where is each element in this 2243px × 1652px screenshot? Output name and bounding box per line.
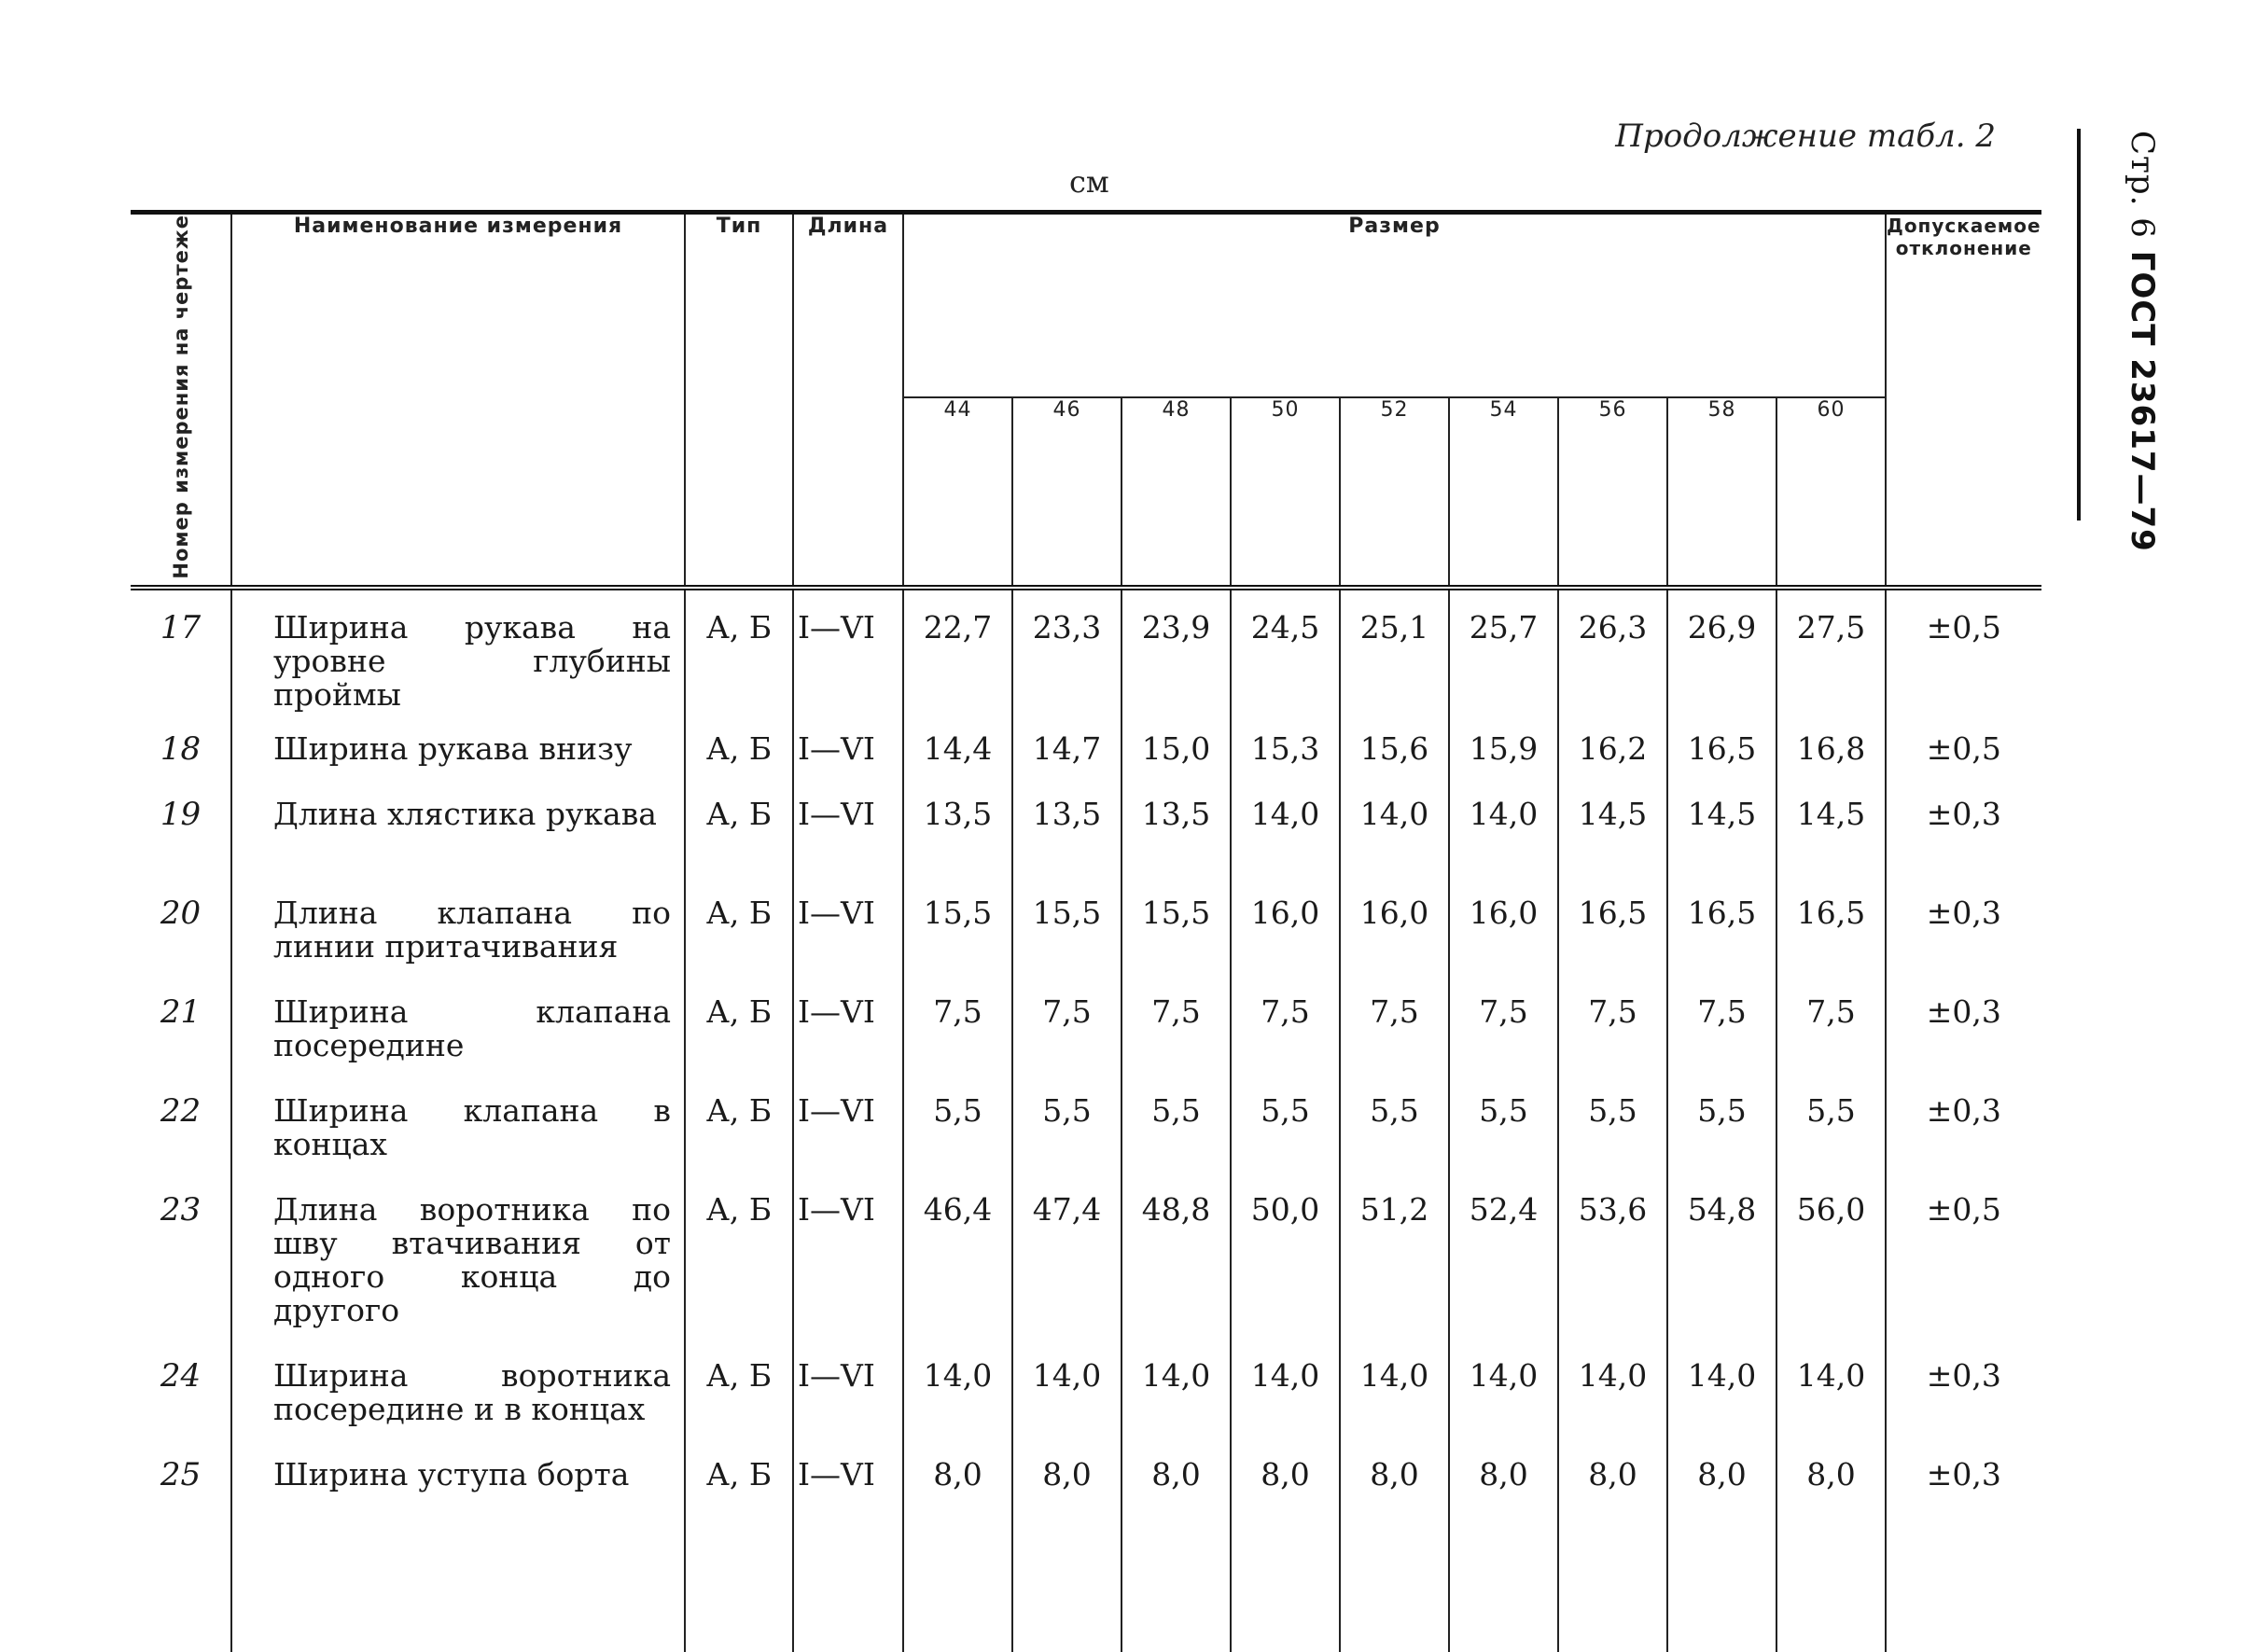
size-value-cell: 15,5 bbox=[1012, 876, 1122, 975]
table-row bbox=[131, 1074, 2041, 1173]
table-row bbox=[131, 777, 2041, 876]
size-value-cell: 13,5 bbox=[903, 777, 1012, 876]
table-row bbox=[131, 975, 2041, 1074]
measure-number-cell: 17 bbox=[160, 608, 202, 646]
standard-code-label: ГОСТ 23617—79 bbox=[2124, 250, 2161, 552]
empty-cell bbox=[131, 1540, 231, 1652]
table-body bbox=[131, 588, 2041, 1652]
length-cell: I—VI bbox=[793, 777, 903, 876]
header-size-46: 46 bbox=[1012, 397, 1122, 587]
header-size-52: 52 bbox=[1340, 397, 1449, 587]
size-value-cell: 13,5 bbox=[1012, 777, 1122, 876]
measure-number-cell: 18 bbox=[160, 729, 202, 768]
empty-cell bbox=[1667, 1540, 1776, 1652]
empty-cell bbox=[1012, 1540, 1122, 1652]
size-value-cell: 14,0 bbox=[1449, 777, 1558, 876]
measure-number-cell: 22 bbox=[160, 1091, 202, 1130]
size-value-cell: 8,0 bbox=[1776, 1437, 1886, 1540]
table-row bbox=[131, 588, 2041, 712]
length-cell: I—VI bbox=[793, 1339, 903, 1437]
size-value-cell: 14,0 bbox=[1122, 1339, 1231, 1437]
size-value-cell: 5,5 bbox=[1558, 1074, 1667, 1173]
page-number-label: Стр. 6 bbox=[2124, 131, 2161, 239]
table-row bbox=[131, 1173, 2041, 1339]
measure-number-cell: 20 bbox=[160, 894, 202, 932]
size-value-cell: 5,5 bbox=[1231, 1074, 1340, 1173]
tolerance-cell: ±0,3 bbox=[1886, 1074, 2041, 1173]
header-size-48: 48 bbox=[1122, 397, 1231, 587]
size-value-cell: 23,3 bbox=[1012, 588, 1122, 712]
header-measure-number: Номер измерения на чертеже bbox=[131, 213, 231, 588]
size-value-cell: 16,5 bbox=[1667, 876, 1776, 975]
tolerance-cell: ±0,5 bbox=[1886, 712, 2041, 777]
empty-cell bbox=[1449, 1540, 1558, 1652]
table-row bbox=[131, 1339, 2041, 1437]
size-value-cell: 14,0 bbox=[1231, 777, 1340, 876]
size-value-cell: 14,0 bbox=[1012, 1339, 1122, 1437]
size-value-cell: 5,5 bbox=[1340, 1074, 1449, 1173]
size-value-cell: 14,7 bbox=[1012, 712, 1122, 777]
length-cell: I—VI bbox=[793, 975, 903, 1074]
size-value-cell: 7,5 bbox=[1776, 975, 1886, 1074]
size-value-cell: 16,5 bbox=[1776, 876, 1886, 975]
table-row bbox=[131, 1437, 2041, 1540]
header-size-56: 56 bbox=[1558, 397, 1667, 587]
size-value-cell: 14,5 bbox=[1558, 777, 1667, 876]
size-value-cell: 24,5 bbox=[1231, 588, 1340, 712]
size-value-cell: 8,0 bbox=[1340, 1437, 1449, 1540]
size-value-cell: 15,5 bbox=[903, 876, 1012, 975]
size-value-cell: 50,0 bbox=[1231, 1173, 1340, 1339]
size-value-cell: 56,0 bbox=[1776, 1173, 1886, 1339]
header-size-58: 58 bbox=[1667, 397, 1776, 587]
size-value-cell: 46,4 bbox=[903, 1173, 1012, 1339]
size-value-cell: 7,5 bbox=[1449, 975, 1558, 1074]
size-value-cell: 7,5 bbox=[1231, 975, 1340, 1074]
measure-name-cell: Ширина клапана в концах bbox=[231, 1074, 685, 1173]
size-value-cell: 5,5 bbox=[1667, 1074, 1776, 1173]
size-value-cell: 51,2 bbox=[1340, 1173, 1449, 1339]
size-value-cell: 14,0 bbox=[1340, 777, 1449, 876]
header-size-60: 60 bbox=[1776, 397, 1886, 587]
size-value-cell: 16,0 bbox=[1449, 876, 1558, 975]
size-value-cell: 26,3 bbox=[1558, 588, 1667, 712]
measure-name-cell: Ширина рукава на уровне глубины проймы bbox=[231, 588, 685, 712]
size-value-cell: 16,0 bbox=[1340, 876, 1449, 975]
size-value-cell: 47,4 bbox=[1012, 1173, 1122, 1339]
type-cell: А, Б bbox=[685, 712, 793, 777]
empty-cell bbox=[903, 1540, 1012, 1652]
header-length: Длина bbox=[793, 213, 903, 588]
tolerance-cell: ±0,3 bbox=[1886, 975, 2041, 1074]
size-value-cell: 16,0 bbox=[1231, 876, 1340, 975]
size-value-cell: 16,8 bbox=[1776, 712, 1886, 777]
size-value-cell: 53,6 bbox=[1558, 1173, 1667, 1339]
size-value-cell: 8,0 bbox=[1449, 1437, 1558, 1540]
empty-cell bbox=[1558, 1540, 1667, 1652]
size-value-cell: 8,0 bbox=[1667, 1437, 1776, 1540]
header-size-54: 54 bbox=[1449, 397, 1558, 587]
measure-name-cell: Длина хлястика рукава bbox=[231, 777, 685, 876]
size-value-cell: 14,0 bbox=[1776, 1339, 1886, 1437]
header-tolerance: Допускаемое отклонение bbox=[1886, 213, 2041, 588]
size-value-cell: 16,5 bbox=[1667, 712, 1776, 777]
measure-name-cell: Ширина воротника посередине и в концах bbox=[231, 1339, 685, 1437]
header-measure-name: Наименование измерения bbox=[231, 213, 685, 588]
empty-cell bbox=[1340, 1540, 1449, 1652]
size-value-cell: 7,5 bbox=[1558, 975, 1667, 1074]
size-value-cell: 5,5 bbox=[903, 1074, 1012, 1173]
size-value-cell: 22,7 bbox=[903, 588, 1012, 712]
size-value-cell: 14,0 bbox=[1449, 1339, 1558, 1437]
measure-number-cell: 23 bbox=[160, 1190, 202, 1229]
table-continuation-caption: Продолжение табл. 2 bbox=[1615, 118, 1996, 155]
size-value-cell: 5,5 bbox=[1122, 1074, 1231, 1173]
empty-cell bbox=[1886, 1540, 2041, 1652]
type-cell: А, Б bbox=[685, 1339, 793, 1437]
size-value-cell: 14,0 bbox=[903, 1339, 1012, 1437]
size-value-cell: 15,0 bbox=[1122, 712, 1231, 777]
header-size-group: Размер bbox=[903, 213, 1886, 398]
empty-cell bbox=[685, 1540, 793, 1652]
size-value-cell: 15,3 bbox=[1231, 712, 1340, 777]
size-value-cell: 14,0 bbox=[1667, 1339, 1776, 1437]
length-cell: I—VI bbox=[793, 588, 903, 712]
length-cell: I—VI bbox=[793, 712, 903, 777]
type-cell: А, Б bbox=[685, 1074, 793, 1173]
header-type: Тип bbox=[685, 213, 793, 588]
measure-number-cell: 25 bbox=[160, 1455, 202, 1493]
size-value-cell: 7,5 bbox=[903, 975, 1012, 1074]
measure-number-cell: 24 bbox=[160, 1356, 202, 1395]
header-size-44: 44 bbox=[903, 397, 1012, 587]
size-value-cell: 8,0 bbox=[903, 1437, 1012, 1540]
measure-name-cell: Ширина клапана посередине bbox=[231, 975, 685, 1074]
size-value-cell: 48,8 bbox=[1122, 1173, 1231, 1339]
size-value-cell: 8,0 bbox=[1012, 1437, 1122, 1540]
size-value-cell: 25,7 bbox=[1449, 588, 1558, 712]
size-value-cell: 7,5 bbox=[1012, 975, 1122, 1074]
measure-name-cell: Ширина уступа борта bbox=[231, 1437, 685, 1540]
size-value-cell: 14,0 bbox=[1231, 1339, 1340, 1437]
table-row bbox=[131, 876, 2041, 975]
tolerance-cell: ±0,3 bbox=[1886, 1339, 2041, 1437]
empty-cell bbox=[231, 1540, 685, 1652]
empty-cell bbox=[1776, 1540, 1886, 1652]
size-value-cell: 5,5 bbox=[1776, 1074, 1886, 1173]
measure-number-cell: 21 bbox=[160, 993, 202, 1031]
size-value-cell: 14,0 bbox=[1340, 1339, 1449, 1437]
size-value-cell: 7,5 bbox=[1122, 975, 1231, 1074]
measure-number-cell: 19 bbox=[160, 795, 202, 833]
size-value-cell: 14,4 bbox=[903, 712, 1012, 777]
size-value-cell: 27,5 bbox=[1776, 588, 1886, 712]
side-rule bbox=[2077, 129, 2129, 521]
empty-cell bbox=[1122, 1540, 1231, 1652]
size-value-cell: 8,0 bbox=[1558, 1437, 1667, 1540]
side-page-label bbox=[2124, 131, 2161, 552]
length-cell: I—VI bbox=[793, 1173, 903, 1339]
tolerance-cell: ±0,3 bbox=[1886, 876, 2041, 975]
size-value-cell: 54,8 bbox=[1667, 1173, 1776, 1339]
size-value-cell: 7,5 bbox=[1340, 975, 1449, 1074]
size-value-cell: 14,5 bbox=[1667, 777, 1776, 876]
size-value-cell: 16,2 bbox=[1558, 712, 1667, 777]
size-value-cell: 26,9 bbox=[1667, 588, 1776, 712]
size-value-cell: 16,5 bbox=[1558, 876, 1667, 975]
type-cell: А, Б bbox=[685, 588, 793, 712]
length-cell: I—VI bbox=[793, 876, 903, 975]
size-value-cell: 15,6 bbox=[1340, 712, 1449, 777]
size-value-cell: 13,5 bbox=[1122, 777, 1231, 876]
type-cell: А, Б bbox=[685, 1437, 793, 1540]
size-value-cell: 7,5 bbox=[1667, 975, 1776, 1074]
measurements-table bbox=[131, 210, 2041, 1652]
unit-label: см bbox=[1069, 164, 1109, 200]
length-cell: I—VI bbox=[793, 1437, 903, 1540]
empty-cell bbox=[1231, 1540, 1340, 1652]
size-value-cell: 14,0 bbox=[1558, 1339, 1667, 1437]
size-value-cell: 52,4 bbox=[1449, 1173, 1558, 1339]
tolerance-cell: ±0,3 bbox=[1886, 1437, 2041, 1540]
measure-name-cell: Длина клапана по линии притачивания bbox=[231, 876, 685, 975]
size-value-cell: 15,9 bbox=[1449, 712, 1558, 777]
size-value-cell: 15,5 bbox=[1122, 876, 1231, 975]
type-cell: А, Б bbox=[685, 876, 793, 975]
measure-name-cell: Длина воротника по шву втачивания от одного конца до другого bbox=[231, 1173, 685, 1339]
table-row bbox=[131, 712, 2041, 777]
size-value-cell: 8,0 bbox=[1122, 1437, 1231, 1540]
size-value-cell: 23,9 bbox=[1122, 588, 1231, 712]
header-size-50: 50 bbox=[1231, 397, 1340, 587]
tolerance-cell: ±0,3 bbox=[1886, 777, 2041, 876]
size-value-cell: 5,5 bbox=[1012, 1074, 1122, 1173]
tolerance-cell: ±0,5 bbox=[1886, 1173, 2041, 1339]
tolerance-cell: ±0,5 bbox=[1886, 588, 2041, 712]
empty-cell bbox=[793, 1540, 903, 1652]
size-value-cell: 25,1 bbox=[1340, 588, 1449, 712]
table-header bbox=[131, 213, 2041, 588]
measure-name-cell: Ширина рукава внизу bbox=[231, 712, 685, 777]
type-cell: А, Б bbox=[685, 777, 793, 876]
size-value-cell: 14,5 bbox=[1776, 777, 1886, 876]
size-value-cell: 8,0 bbox=[1231, 1437, 1340, 1540]
type-cell: А, Б bbox=[685, 1173, 793, 1339]
table-filler-row bbox=[131, 1540, 2041, 1652]
size-value-cell: 5,5 bbox=[1449, 1074, 1558, 1173]
length-cell: I—VI bbox=[793, 1074, 903, 1173]
type-cell: А, Б bbox=[685, 975, 793, 1074]
